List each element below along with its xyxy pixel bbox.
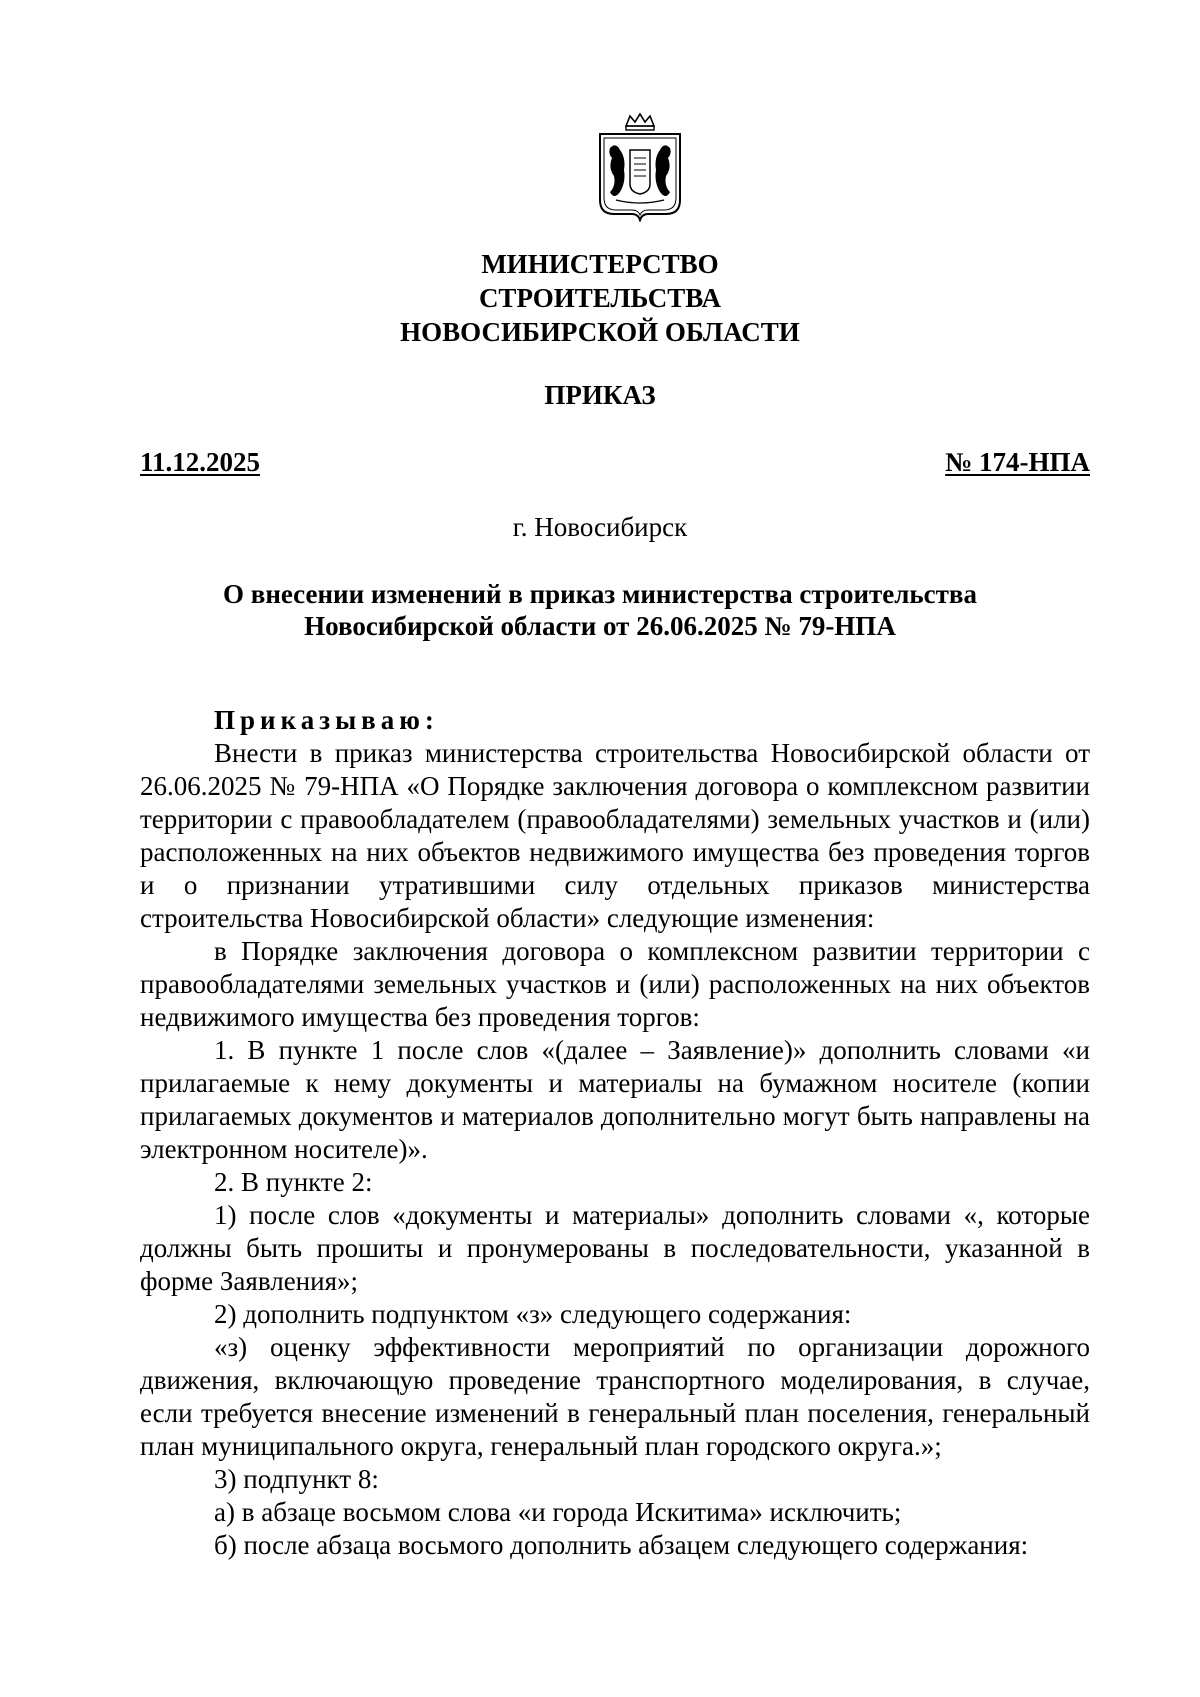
coat-of-arms-icon [596, 112, 684, 222]
document-number: № 174-НПА [945, 447, 1090, 477]
document-date: 11.12.2025 [140, 447, 261, 477]
subject-line-2: Новосибирской области от 26.06.2025 № 79-НПА [304, 611, 896, 641]
paragraph: 1) после слов «документы и материалы» дополнить словами «, которые должны быть прошиты и пронумерованы в последовательности, указанной в форме Заявления»; [140, 1200, 1090, 1296]
paragraph: а) в абзаце восьмом слова «и города Искитима» исключить; [214, 1497, 902, 1527]
ministry-line-1: МИНИСТЕРСТВО [481, 249, 719, 279]
ministry-name [0, 247, 1200, 349]
paragraph: 3) подпункт 8: [214, 1464, 379, 1494]
document-body [140, 704, 1090, 1562]
ministry-line-2: СТРОИТЕЛЬСТВА [478, 283, 722, 313]
paragraph: б) после абзаца восьмого дополнить абзацем следующего содержания: [214, 1530, 1029, 1560]
ministry-line-3: НОВОСИБИРСКОЙ ОБЛАСТИ [400, 317, 800, 347]
document-type: ПРИКАЗ [544, 380, 656, 410]
paragraph: 2. В пункте 2: [214, 1167, 373, 1197]
document-city: г. Новосибирск [512, 512, 688, 542]
document-subject [0, 578, 1200, 642]
paragraph: 2) дополнить подпунктом «з» следующего содержания: [214, 1299, 852, 1329]
paragraph: в Порядке заключения договора о комплексном развитии территории с правообладателями земельных участков и (или) расположенных на них объектов недвижимого имущества без проведения торгов: [140, 936, 1090, 1032]
paragraph: 1. В пункте 1 после слов «(далее – Заявление)» дополнить словами «и прилагаемые к нему документы и материалы на бумажном носителе (копии прилагаемых документов и материалов дополнительно могут быть направлены на электронном носителе)». [140, 1035, 1090, 1164]
subject-line-1: О внесении изменений в приказ министерства строительства [222, 579, 978, 609]
paragraph: «з) оценку эффективности мероприятий по организации дорожного движения, включающую проведение транспортного моделирования, в случае, если требуется внесение изменений в генеральный план поселения, генеральный план муниципального округа, генеральный план городского округа.»; [140, 1332, 1090, 1461]
order-word: Приказываю: [214, 705, 439, 735]
paragraph: Внести в приказ министерства строительства Новосибирской области от 26.06.2025 № 79-НПА «О Порядке заключения договора о комплексном развитии территории с правообладателем (правообладателями) земельных участков и (или) расположенных на них объектов недвижимого имущества без проведения торгов и о признании утратившими силу отдельных приказов министерства строительства Новосибирской области» следующие изменения: [140, 738, 1090, 933]
